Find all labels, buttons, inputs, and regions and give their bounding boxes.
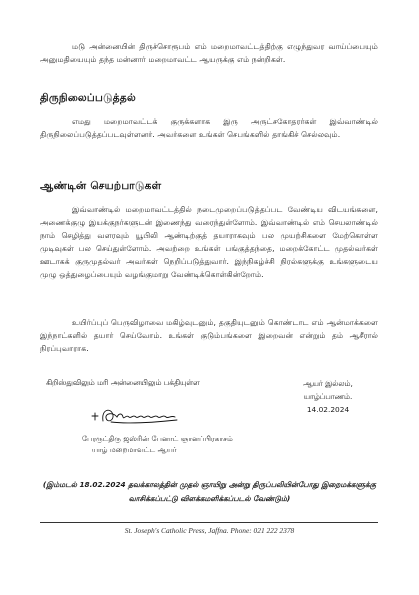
intro-paragraph: மடு அன்னையின் திருச்சொரூபம் எம் மறைமாவட்டத்திற்கு எழுந்துவர வாய்ப்பையும் அனுமதியையும் தந்த மன்னார் மறைமாவட்ட ஆயருக்கு எம் நன்றிகள். <box>40 42 378 65</box>
signer-block <box>82 433 282 455</box>
signer-title: யாழ் மறைமாவட்ட ஆயர் <box>92 445 177 454</box>
residence-line: ஆயர் இல்லம், <box>303 379 353 388</box>
place-date-block <box>282 377 374 416</box>
section-heading-activities: ஆண்டின் செயற்பாடுகள் <box>40 180 162 192</box>
reading-instruction-note: (இம்மடல் 18.02.2024 தவக்காலத்தின் முதல் ஞாயிறு அன்று திருப்பலியின்போது இறைமக்களுக்கு வாசிக்கப்பட்டு விளக்கமளிக்கப்படல் வேண்டும்) <box>42 480 377 503</box>
date-line: 14.02.2024 <box>306 405 350 414</box>
press-footer: St. Joseph's Catholic Press, Jaffna. Phone: 021 222 2378 <box>124 526 295 535</box>
closing-blessing: கிறிஸ்துவிலும் மரி அன்னையிலும் பக்தியுள்ள <box>46 378 200 387</box>
signer-name: பேரருட்திரு ஜஸ்ரின் பேனாட் ஞானப்பிரகாசம் <box>82 434 233 443</box>
city-line: யாழ்ப்பாணம். <box>303 392 353 401</box>
easter-paragraph: உயிர்ப்புப் பெருவிழாவை மகிழ்வுடனும், தகுதியுடனும் கொண்டாட எம் ஆன்மாக்களை இந்நாட்களில் தயார் செய்வோம். உங்கள் குடும்பங்களை இறைவன் என்றும் தம் ஆசீரால் நிரப்புவாராக. <box>40 318 378 354</box>
activities-paragraph: இவ்வாண்டில் மறைமாவட்டத்தில் நடைமுறைப்படுத்தப்பட வேண்டிய விடயங்களை, அணைக்குழு இயக்குநர்களுடன் இணைந்து வரைந்துள்ளோம். இவ்வாண்டில் எம் செயலாண்டில் நாம் செழித்து வளரவும் யூபிலி ஆண்டிற்குத் தயாராகவும் பல முயற்சிகளை மேற்கொள்ள முடிவுகள் பல செய்துள்ளோம். அவற்றை உங்கள் பங்குத்தந்தை, மறைக்கோட்ட முதல்வர்கள் ஊடாகக் குருமுதல்வர் அவர்கள் நெறிப்படுத்துவார். இந்நிகழ்ச்சி நிரல்களுக்கு உங்களுடைய முழு ஒத்துழைப்பையும் வழங்குமாறு வேண்டிக்கொள்கின்றோம். <box>40 205 378 280</box>
bishop-signature <box>89 403 181 429</box>
ordination-paragraph: எமது மறைமாவட்டக் குருக்களாக இரு அருட்சகோதரர்கள் இவ்வாண்டில் திருநிலைப்படுத்தப்படவுள்ளனர். அவர்களை உங்கள் செபங்களில் தாங்கிச் செல்லவும். <box>40 117 378 140</box>
section-heading-ordination: திருநிலைப்படுத்தல் <box>40 92 137 104</box>
footer-divider <box>40 522 378 523</box>
